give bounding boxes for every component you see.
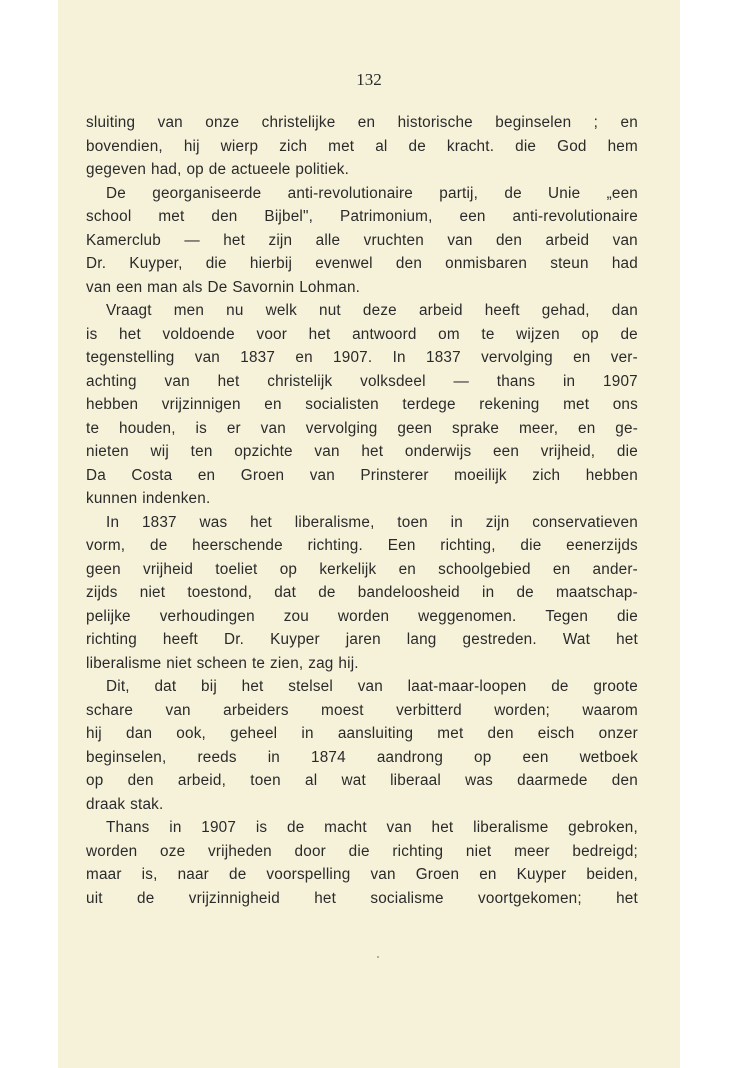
- text-line: op den arbeid, toen al wat liberaal was daarmede den: [86, 772, 638, 789]
- text-line: De georganiseerde anti-revolutionaire partij, de Unie „een: [106, 184, 638, 202]
- text-line: In 1837 was het liberalisme, toen in zijn conservatieven: [106, 513, 638, 531]
- paragraph: [86, 299, 638, 511]
- text-line: is het voldoende voor het antwoord om te wijzen op de: [86, 325, 638, 343]
- text-line: nieten wij ten opzichte van het onderwijs een vrijheid, die: [86, 443, 638, 460]
- body-text: [86, 111, 638, 910]
- text-line: van een man als De Savornin Lohman.: [86, 278, 361, 296]
- text-line: gegeven had, op de actueele politiek.: [86, 161, 350, 178]
- text-line: zijds niet toestond, dat de bandeloosheid in de maatschap-: [86, 584, 638, 601]
- text-line: tegenstelling van 1837 en 1907. In 1837 vervolging en ver-: [86, 349, 638, 366]
- text-line: achting van het christelijk volksdeel — thans in 1907: [86, 372, 638, 390]
- text-line: bovendien, hij wierp zich met al de kracht. die God hem: [86, 137, 638, 155]
- text-line: richting heeft Dr. Kuyper jaren lang gestreden. Wat het: [86, 631, 638, 648]
- text-line: schare van arbeiders moest verbitterd worden; waarom: [86, 701, 638, 719]
- text-line: uit de vrijzinnigheid het socialisme voortgekomen; het: [86, 889, 638, 907]
- text-line: Kamerclub — het zijn alle vruchten van den arbeid van: [86, 231, 638, 249]
- paragraph: [86, 816, 638, 910]
- text-line: hij dan ook, geheel in aansluiting met den eisch onzer: [86, 725, 638, 742]
- text-line: kunnen indenken.: [86, 490, 211, 507]
- text-line: geen vrijheid toeliet op kerkelijk en schoolgebied en ander-: [86, 560, 638, 578]
- scan-margin-left: [0, 0, 58, 1068]
- page-number: 132: [356, 70, 382, 89]
- text-line: hebben vrijzinnigen en socialisten terdege rekening met ons: [86, 396, 638, 413]
- text-line: Thans in 1907 is de macht van het liberalisme gebroken,: [106, 819, 638, 836]
- text-line: draak stak.: [86, 795, 164, 813]
- text-line: pelijke verhoudingen zou worden weggenomen. Tegen die: [86, 607, 638, 625]
- text-line: Da Costa en Groen van Prinsterer moeilijk zich hebben: [86, 466, 638, 484]
- paper-speck: [377, 956, 379, 958]
- paragraph: [86, 511, 638, 676]
- text-line: vorm, de heerschende richting. Een richting, die eenerzijds: [86, 537, 638, 554]
- scan-margin-right: [680, 0, 738, 1068]
- text-line: Dit, dat bij het stelsel van laat-maar-loopen de groote: [106, 678, 638, 695]
- text-line: worden oze vrijheden door die richting niet meer bedreigd;: [86, 842, 638, 860]
- text-line: Vraagt men nu welk nut deze arbeid heeft gehad, dan: [106, 302, 638, 319]
- paragraph: [86, 111, 638, 182]
- text-line: sluiting van onze christelijke en historische beginselen ; en: [86, 114, 638, 131]
- text-line: te houden, is er van vervolging geen sprake meer, en ge-: [86, 419, 638, 437]
- text-line: Dr. Kuyper, die hierbij evenwel den onmisbaren steun had: [86, 255, 638, 272]
- paragraph: [86, 182, 638, 300]
- text-line: beginselen, reeds in 1874 aandrong op een wetboek: [86, 748, 638, 766]
- text-line: school met den Bijbel", Patrimonium, een anti-revolutionaire: [86, 208, 638, 225]
- paragraph: [86, 675, 638, 816]
- text-line: maar is, naar de voorspelling van Groen en Kuyper beiden,: [86, 866, 638, 883]
- text-line: liberalisme niet scheen te zien, zag hij.: [86, 654, 359, 672]
